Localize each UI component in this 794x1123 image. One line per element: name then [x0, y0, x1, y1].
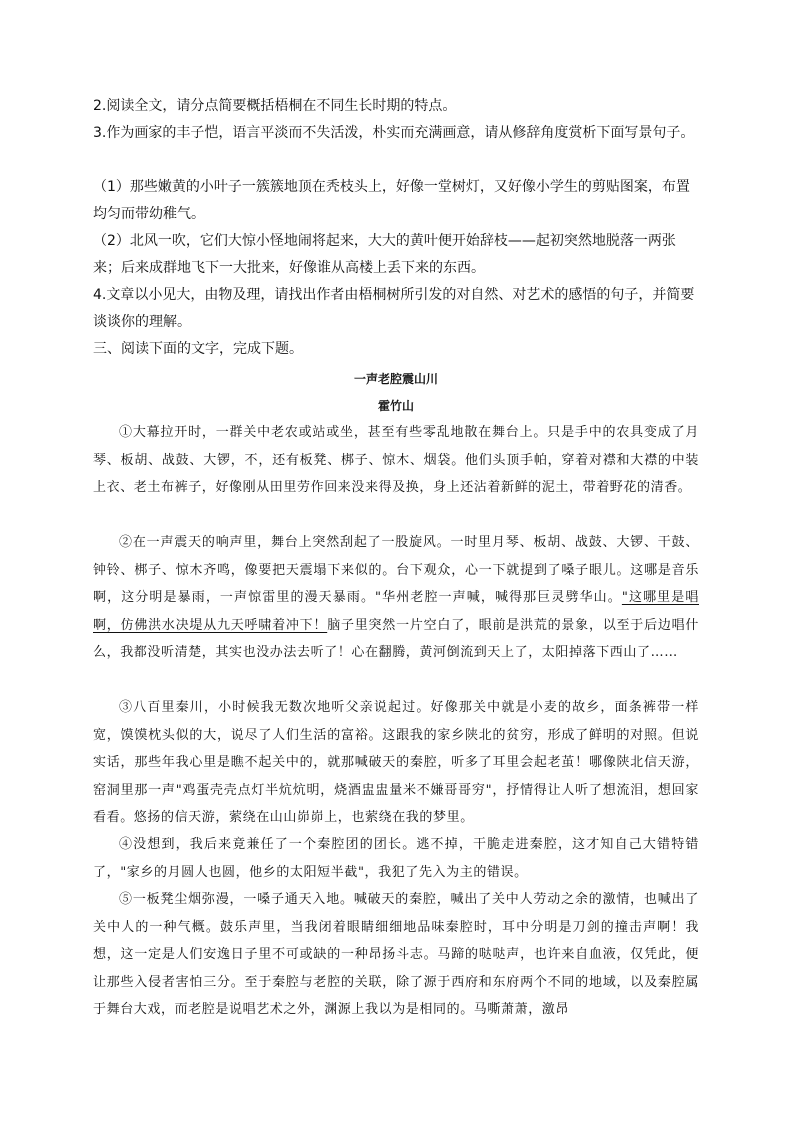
article-title: 一声老腔震山川 — [353, 372, 438, 386]
question-3-sentence-1: （1）那些嫩黄的小叶子一簇簇地顶在秃枝头上，好像一堂树灯，又好像小学生的剪贴图案，布置均匀而带幼稚气。 — [93, 179, 690, 222]
paragraph-2-part-b: 脑子里突然一片空白了，眼前是洪荒的景象，以至于后边唱什么，我都没听清楚，其实也没办法去听了！心在翻腾，黄河倒流到天上了，太阳掉落下西山了…… — [93, 617, 699, 660]
paragraph-2-part-a: ②在一声震天的响声里，舞台上突然刮起了一股旋风。一时里月琴、板胡、战鼓、大锣、干鼓、钟铃、梆子、惊木齐鸣，像要把天震塌下来似的。台下观众，心一下就提到了嗓子眼儿。这哪是音乐啊，这分明是暴雨，一声惊雷里的漫天暴雨。"华州老腔一声喊，喊得那巨灵劈华山。 — [93, 535, 699, 605]
paragraph-5: ⑤一板凳尘烟弥漫，一嗓子通天入地。喊破天的秦腔，喊出了关中人劳动之余的激情，也喊出了关中人的一种气概。鼓乐声里，当我闭着眼睛细细地品味秦腔时，耳中分明是刀剑的撞击声啊！我想，这一定是人们安逸日子里不可或缺的一种昂扬斗志。马蹄的哒哒声，也许来自血液，仅凭此，便让那些入侵者害怕三分。至于秦腔与老腔的关联，除了源于西府和东府两个不同的地域，以及秦腔属于舞台大戏，而老腔是说唱艺术之外，渊源上我以为是相同的。马嘶萧萧，激昂 — [93, 892, 699, 1017]
paragraph-2 — [93, 529, 699, 667]
paragraph-1: ①大幕拉开时，一群关中老农或站或坐，甚至有些零乱地散在舞台上。只是手中的农具变成了月琴、板胡、战鼓、大锣，不，还有板凳、梆子、惊木、烟袋。他们头顶手帕，穿着对襟和大襟的中装上衣、老土布裤子，好像刚从田里劳作回来没来得及换，身上还沾着新鲜的泥土，带着野花的清香。 — [93, 425, 699, 495]
paragraph-2-underlined-sentence: "这哪里是唱啊，仿佛洪水决堤从九天呼啸着冲下！ — [93, 590, 699, 633]
question-4: 4.文章以小见大，由物及理，请找出作者由梧桐树所引发的对自然、对艺术的感悟的句子，并简要谈谈你的理解。 — [93, 287, 695, 330]
question-3-sentence-2: （2）北风一吹，它们大惊小怪地闹将起来，大大的黄叶便开始辞枝——起初突然地脱落一两张来；后来成群地飞下一大批来，好像谁从高楼上丢下来的东西。 — [93, 233, 676, 276]
section-3-heading: 三、阅读下面的文字，完成下题。 — [93, 341, 303, 357]
paragraph-3: ③八百里秦川，小时候我无数次地听父亲说起过。好像那关中就是小麦的故乡，面条裤带一样宽，馍馍枕头似的大，说尽了人们生活的富裕。这跟我的家乡陕北的贫穷，形成了鲜明的对照。但说实话，那些年我心里是瞧不起关中的，就那喊破天的秦腔，听多了耳里会起老茧！哪像陕北信天游，窑洞里那一声"鸡蛋壳壳点灯半炕炕明，烧酒盅盅量米不嫌哥哥穷"，抒情得让人听了想流泪，想回家看看。悠扬的信天游，萦绕在山山峁峁上，也萦绕在我的梦里。 — [93, 700, 699, 825]
paragraph-4: ④没想到，我后来竟兼任了一个秦腔团的团长。逃不掉，干脆走进秦腔，这才知自己大错特错了，"家乡的月圆人也圆，他乡的太阳短半截"，我犯了先入为主的错误。 — [93, 837, 699, 880]
article-author: 霍竹山 — [377, 399, 414, 413]
question-3: 3.作为画家的丰子恺，语言平淡而不失活泼，朴实而充满画意，请从修辞角度赏析下面写景句子。 — [93, 125, 695, 141]
question-2: 2.阅读全文，请分点简要概括梧桐在不同生长时期的特点。 — [93, 98, 457, 114]
